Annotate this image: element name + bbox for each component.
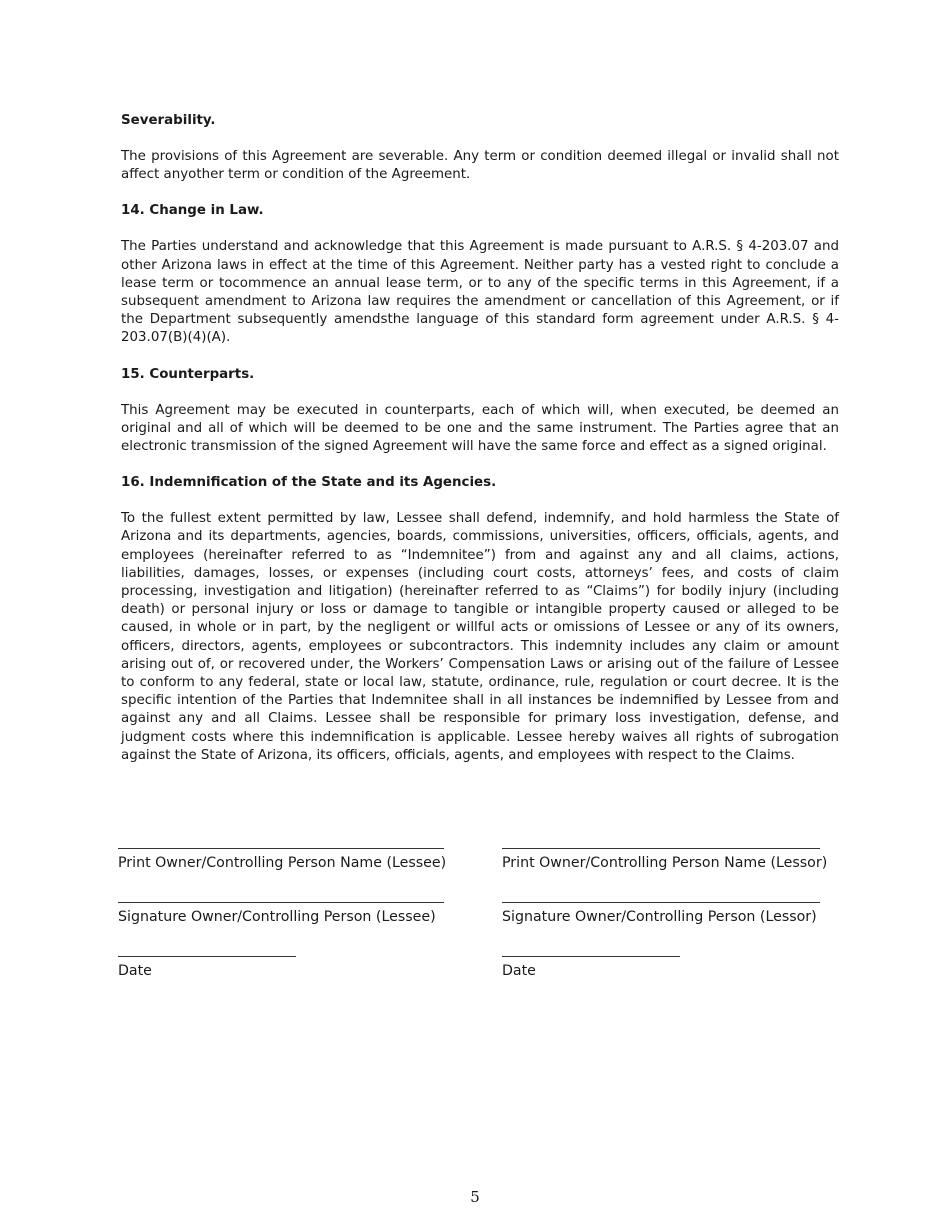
- print-name-lessee: [118, 848, 446, 872]
- date-row: [118, 956, 838, 1010]
- print-name-lessee-line: [118, 848, 444, 849]
- indemnification-paragraph: To the fullest extent permitted by law, Lessee shall defend, indemnify, and hold harmless the State of Arizona and its departments, agencies, boards, commissions, universities, officers, officials, agents, and employees (hereinafter referred to as “Indemnitee”) from and against any and all claims, actions, liabilities, damages, losses, or expenses (including court costs, attorneys’ fees, and costs of claim processing, investigation and litigation) (hereinafter referred to as “Claims”) for bodily injury (including death) or personal injury or loss or damage to tangible or intangible property caused or alleged to be caused, in whole or in part, by the negligent or willful acts or omissions of Lessee or any of its owners, officers, directors, agents, employees or subcontractors. This indemnity includes any claim or amount arising out of, or recovered under, the Workers’ Compensation Laws or arising out of the failure of Lessee to conform to any federal, state or local law, statute, ordinance, rule, regulation or court decree. It is the specific intention of the Parties that Indemnitee shall in all instances be indemnified by Lessee from and against any and all Claims. Lessee shall be responsible for primary loss investigation, defense, and judgment costs where this indemnification is applicable. Lessee hereby waives all rights of subrogation against the State of Arizona, its officers, officials, agents, and employees with respect to the Claims.: [121, 511, 839, 763]
- print-name-row: [118, 848, 838, 902]
- indemnification-heading: 16. Indemnification of the State and its Agencies.: [121, 475, 497, 491]
- date-lessee-line: [118, 956, 296, 957]
- date-lessor-label: Date: [502, 963, 536, 979]
- severability-paragraph: The provisions of this Agreement are severable. Any term or condition deemed illegal or invalid shall not affect anyother term or condition of the Agreement.: [121, 149, 839, 183]
- print-name-lessor-line: [502, 848, 820, 849]
- change-in-law-heading: 14. Change in Law.: [121, 203, 264, 219]
- date-lessee-label: Date: [118, 963, 152, 979]
- change-in-law-paragraph: The Parties understand and acknowledge that this Agreement is made pursuant to A.R.S. § 4-203.07 and other Arizona laws in effect at the time of this Agreement. Neither party has a vested right to conclude a lease term or tocommence an annual lease term, or to any of the specific terms in this Agreement, if a subsequent amendment to Arizona law requires the amendment or cancellation of this Agreement, or if the Department subsequently amendsthe language of this standard form agreement under A.R.S. § 4-203.07(B)(4)(A).: [121, 239, 839, 346]
- date-lessor: [502, 956, 680, 980]
- counterparts-heading: 15. Counterparts.: [121, 366, 255, 382]
- signature-lessee-line: [118, 902, 444, 903]
- severability-heading: Severability.: [121, 113, 216, 128]
- page-number: 5: [470, 1188, 480, 1206]
- signature-lessee-label: Signature Owner/Controlling Person (Lessee): [118, 909, 436, 925]
- date-lessee: [118, 956, 296, 980]
- signature-lessor-line: [502, 902, 820, 903]
- date-lessor-line: [502, 956, 680, 957]
- counterparts-paragraph: This Agreement may be executed in counterparts, each of which will, when executed, be deemed an original and all of which will be deemed to be one and the same instrument. The Parties agree that an electronic transmission of the signed Agreement will have the same force and effect as a signed original.: [121, 402, 839, 455]
- document-body: [121, 112, 839, 783]
- print-name-lessor-label: Print Owner/Controlling Person Name (Lessor): [502, 855, 828, 871]
- signature-lessor-label: Signature Owner/Controlling Person (Lessor): [502, 909, 817, 925]
- signature-lessee: [118, 902, 444, 926]
- print-name-lessor: [502, 848, 827, 872]
- print-name-lessee-label: Print Owner/Controlling Person Name (Lessee): [118, 855, 447, 871]
- signature-lessor: [502, 902, 820, 926]
- signature-row: [118, 902, 838, 956]
- signature-block: [118, 848, 838, 1010]
